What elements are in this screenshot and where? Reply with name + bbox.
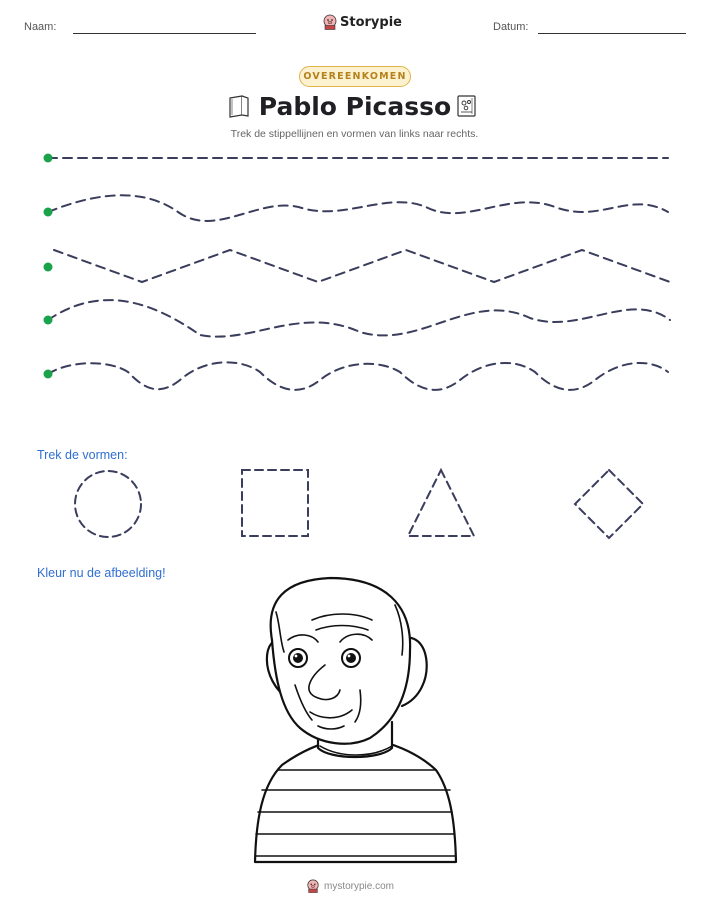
date-label: Datum: [493,21,529,33]
footer-website[interactable]: mystorypie.com [324,881,395,892]
page-title: Pablo Picasso [258,92,452,121]
name-label: Naam: [24,21,57,33]
category-badge: OVEREENKOMEN [299,66,411,87]
brand-name: Storypie [340,15,402,30]
coloring-section-title: Kleur nu de afbeelding! [37,566,166,580]
instructions-text: Trek de stippellijnen en vormen van links naar rechts. [230,128,479,140]
shapes-section-title: Trek de vormen: [37,448,128,462]
footer-pig-book-icon [306,879,320,893]
